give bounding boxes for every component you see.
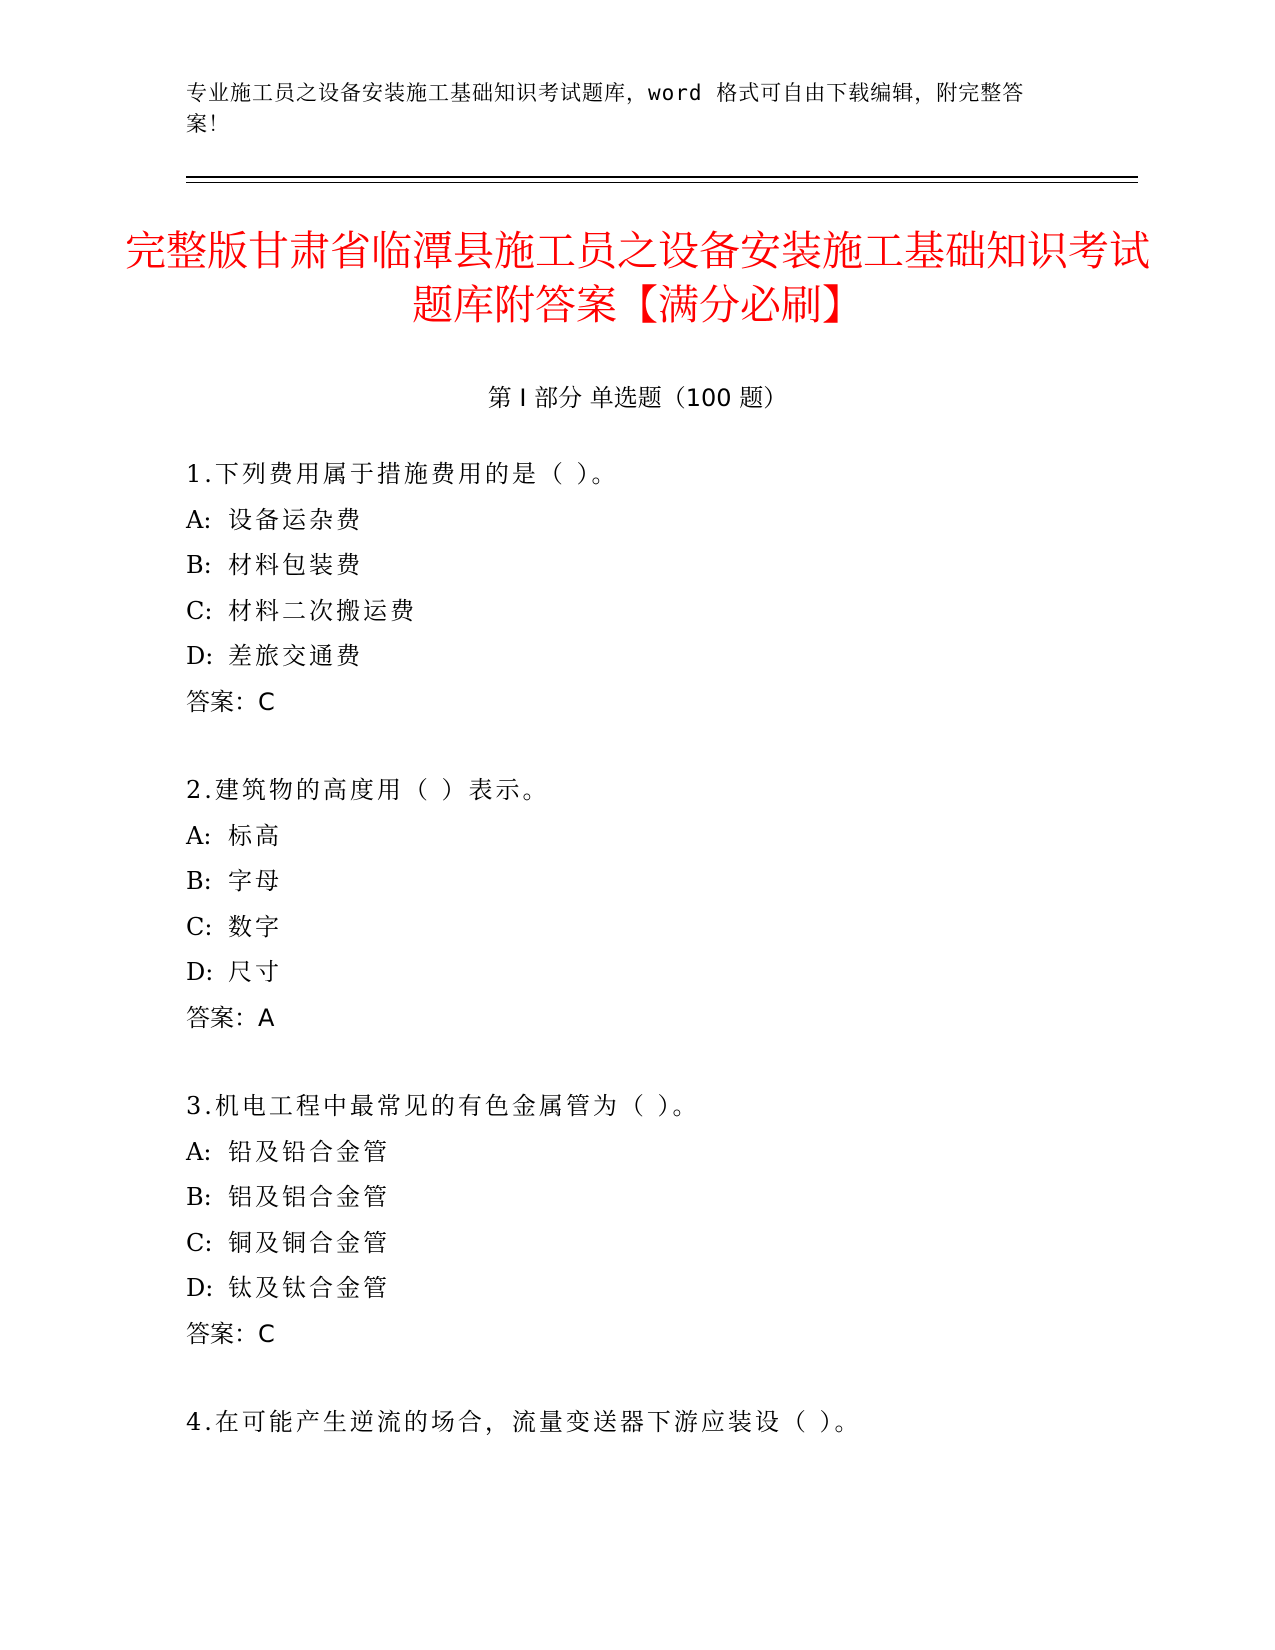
option-text: 钛及钛合金管 [228, 1274, 390, 1302]
option-b [186, 859, 1146, 905]
header-divider-thick [186, 176, 1138, 178]
answer: 答案：C [186, 1319, 275, 1348]
option-letter: D: [186, 642, 214, 670]
option-text: 铜及铜合金管 [228, 1228, 390, 1257]
answer: 答案：C [186, 687, 275, 716]
option-letter: A: [186, 821, 212, 850]
option-letter: D: [186, 958, 214, 986]
option-letter: B: [186, 867, 212, 895]
header-note: 专业施工员之设备安装施工基础知识考试题库，word 格式可自由下载编辑，附完整答案！ [186, 81, 1025, 136]
option-c [186, 1221, 1146, 1267]
option-c [186, 589, 1146, 635]
option-letter: B: [186, 551, 212, 579]
question-2 [186, 768, 1146, 1041]
option-letter: C: [186, 596, 213, 625]
option-text: 标高 [228, 821, 282, 850]
option-letter: C: [186, 1228, 213, 1257]
option-b [186, 543, 1146, 589]
option-text: 尺寸 [228, 958, 282, 986]
question-3 [186, 1084, 1146, 1357]
option-text: 设备运杂费 [228, 505, 363, 534]
header-divider-thin [186, 182, 1138, 183]
option-d [186, 1266, 1146, 1312]
option-text: 铅及铅合金管 [228, 1137, 390, 1166]
question-stem: 2.建筑物的高度用（ ）表示。 [186, 776, 550, 804]
option-text: 材料二次搬运费 [228, 596, 417, 625]
option-text: 字母 [228, 867, 282, 895]
option-b [186, 1175, 1146, 1221]
option-c [186, 905, 1146, 951]
answer: 答案：A [186, 1003, 275, 1032]
question-stem: 3.机电工程中最常见的有色金属管为（ ）。 [186, 1092, 700, 1120]
option-a [186, 1130, 1146, 1176]
option-text: 差旅交通费 [228, 642, 363, 670]
question-4 [186, 1400, 1146, 1446]
question-stem: 1.下列费用属于措施费用的是（ ）。 [186, 460, 619, 488]
option-text: 数字 [228, 912, 282, 941]
option-letter: B: [186, 1183, 212, 1211]
option-d [186, 634, 1146, 680]
question-stem: 4.在可能产生逆流的场合，流量变送器下游应装设（ ）。 [186, 1408, 862, 1436]
option-text: 铝及铝合金管 [228, 1183, 390, 1211]
section-title: 第 I 部分 单选题（100 题） [487, 384, 788, 412]
option-letter: A: [186, 505, 212, 534]
option-letter: A: [186, 1137, 212, 1166]
option-text: 材料包装费 [228, 551, 363, 579]
option-letter: D: [186, 1274, 214, 1302]
option-d [186, 950, 1146, 996]
question-1 [186, 452, 1146, 725]
document-title: 完整版甘肃省临潭县施工员之设备安装施工基础知识考试题库附答案【满分必刷】 [125, 227, 1150, 329]
option-a [186, 498, 1146, 544]
option-a [186, 814, 1146, 860]
option-letter: C: [186, 912, 213, 941]
